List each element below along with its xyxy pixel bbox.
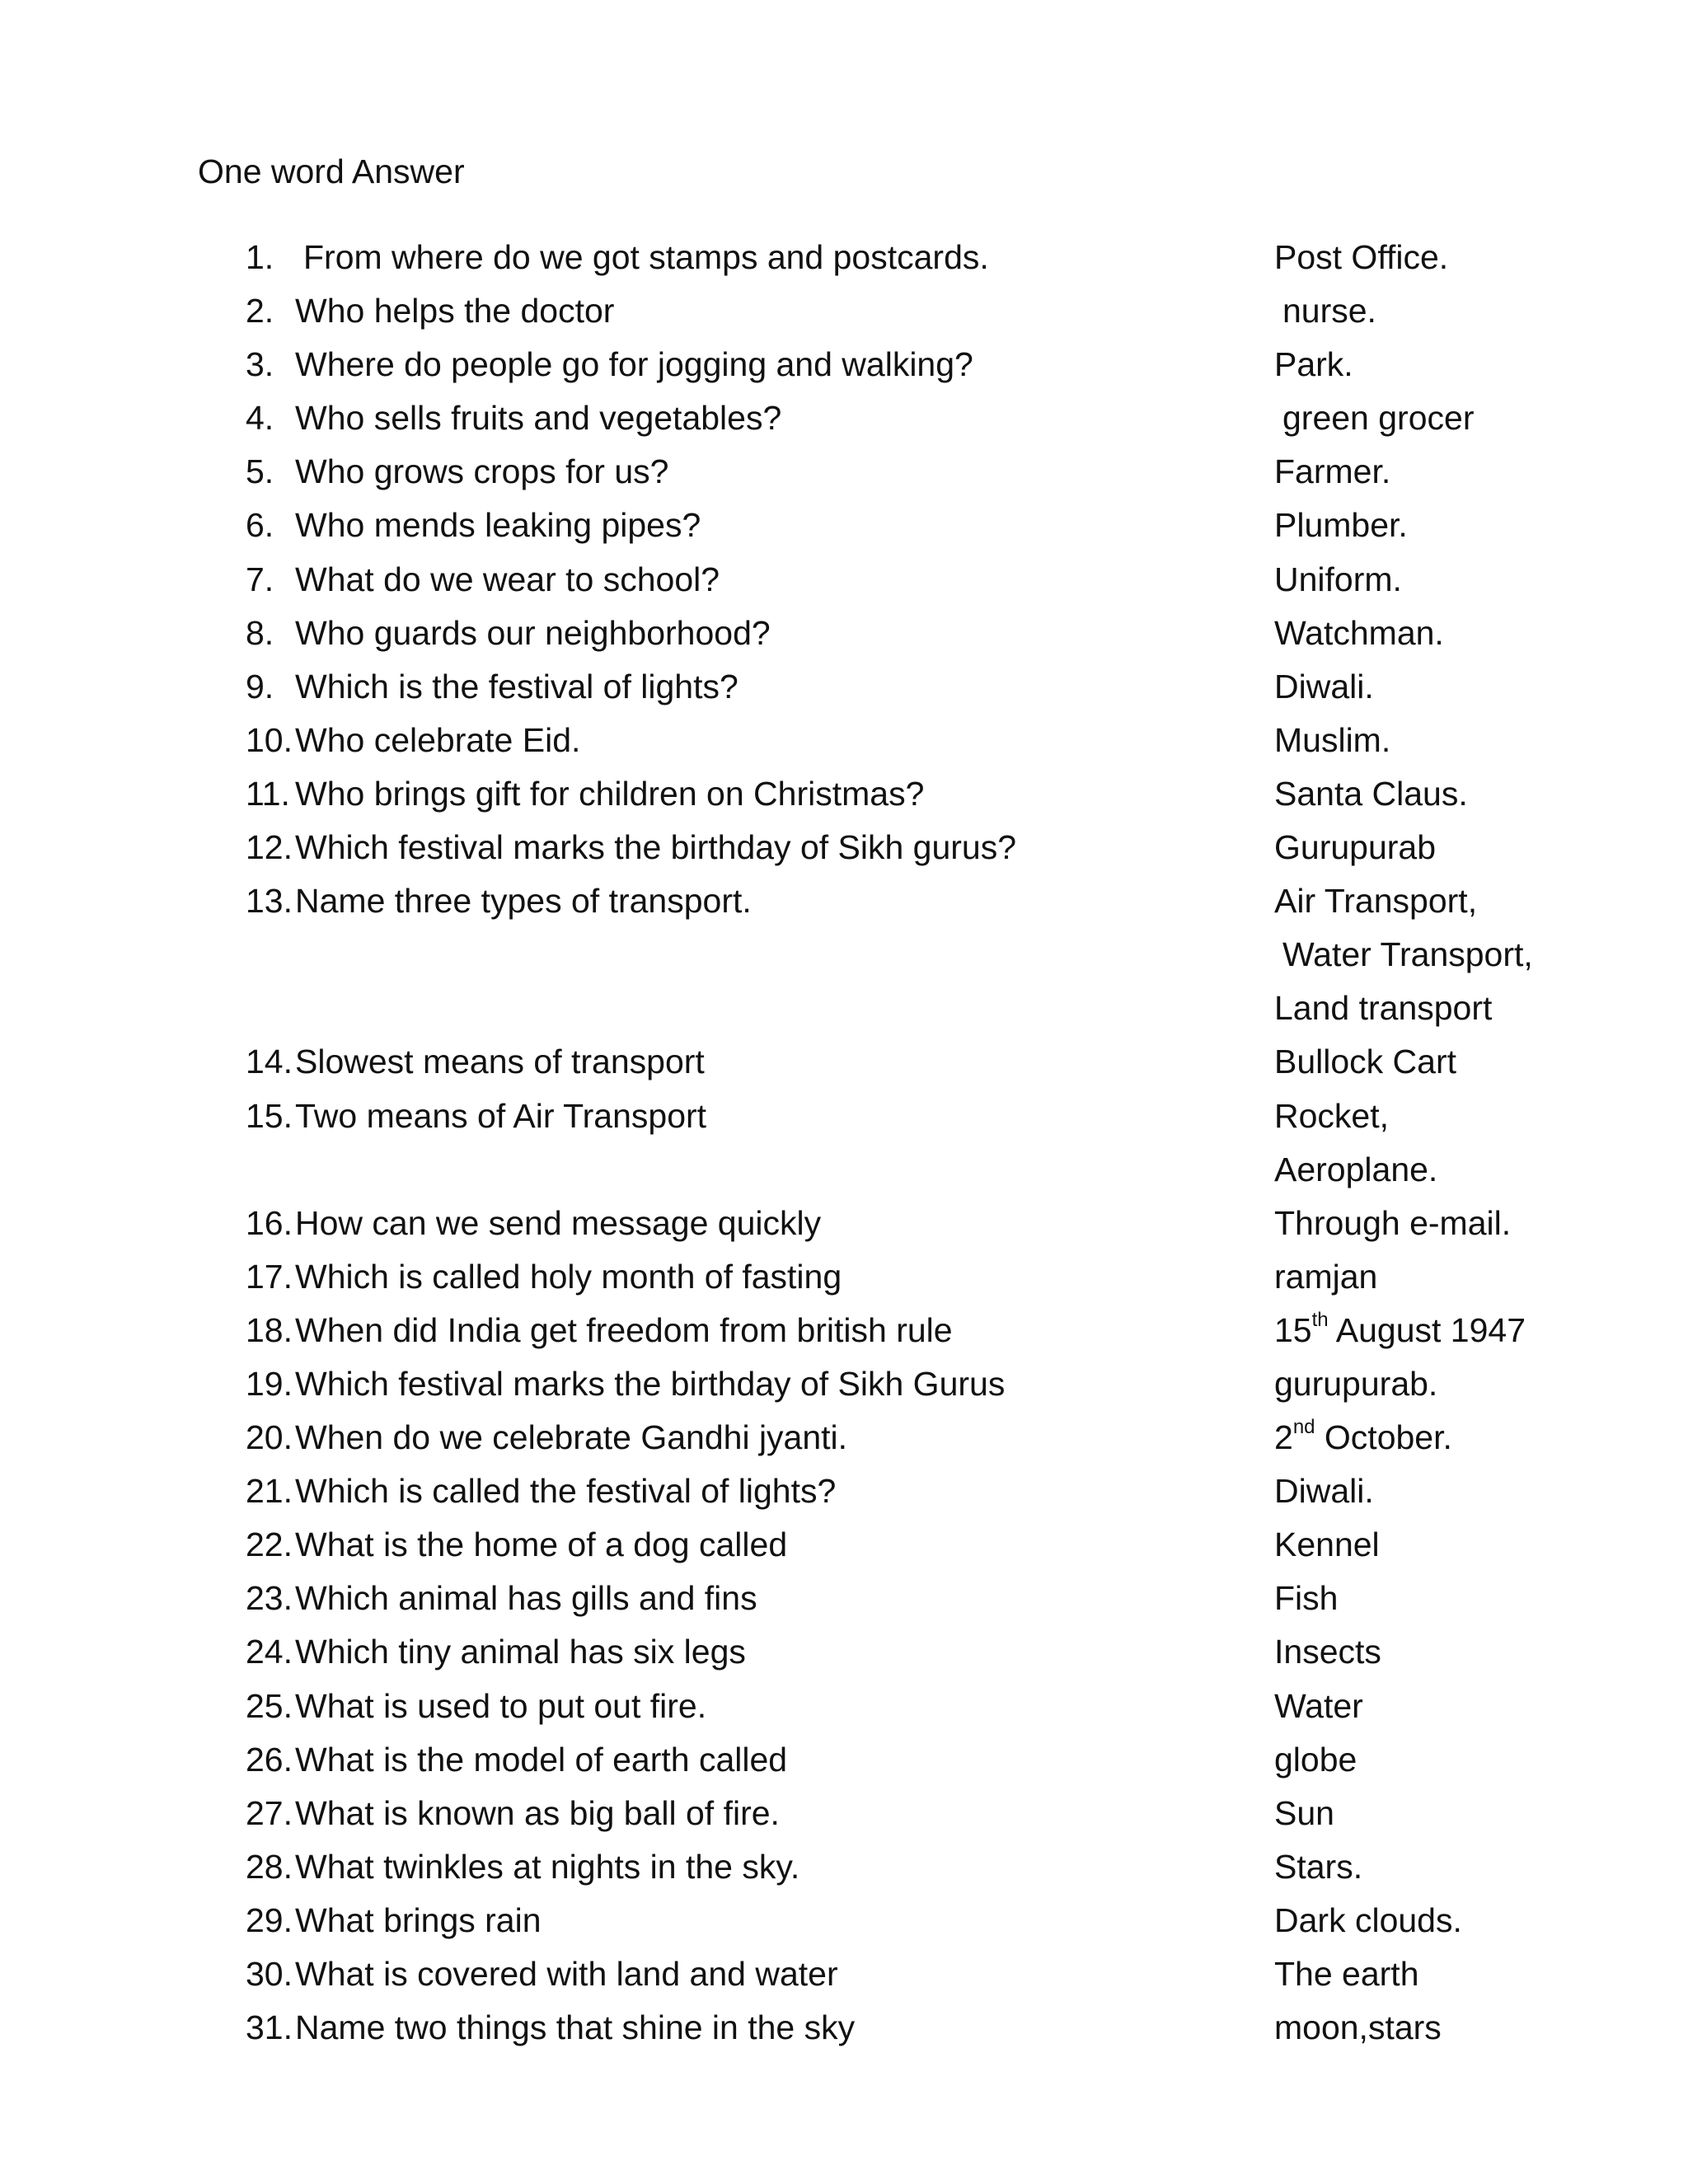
- question-row: [0, 1197, 1688, 1250]
- question-answer-list: [0, 231, 1688, 2055]
- question-row: [0, 1035, 1688, 1089]
- question-text: Who grows crops for us?: [295, 452, 669, 491]
- question-number: 27.: [246, 1793, 293, 1832]
- question-number: 2.: [246, 292, 274, 330]
- answer-text: Bullock Cart: [1274, 1043, 1457, 1081]
- question-text: Which festival marks the birthday of Sikh gurus?: [295, 828, 1017, 867]
- question-text: Who guards our neighborhood?: [295, 613, 771, 652]
- answer-rest: August 1947: [1328, 1310, 1526, 1349]
- question-row: [0, 1680, 1688, 1733]
- answer-text: nurse.: [1282, 292, 1376, 330]
- question-row: [0, 767, 1688, 821]
- question-row: [0, 1572, 1688, 1625]
- answer-continuation-row: [0, 928, 1688, 982]
- answer-text: Santa Claus.: [1274, 774, 1468, 813]
- question-text: Which animal has gills and fins: [295, 1579, 757, 1618]
- question-number: 6.: [246, 506, 274, 545]
- question-text: Who sells fruits and vegetables?: [295, 399, 782, 438]
- answer-text: Park.: [1274, 345, 1353, 384]
- answer-text: Dark clouds.: [1274, 1900, 1462, 1939]
- answer-text: [1274, 1304, 1526, 1357]
- question-row: [0, 821, 1688, 874]
- question-row: [0, 607, 1688, 660]
- question-row: [0, 1894, 1688, 1947]
- answer-text: Kennel: [1274, 1526, 1380, 1564]
- question-row: [0, 1411, 1688, 1465]
- answer-text: Stars.: [1274, 1847, 1363, 1886]
- question-number: 7.: [246, 560, 274, 598]
- question-row: [0, 338, 1688, 391]
- question-text: Which is called the festival of lights?: [295, 1472, 837, 1511]
- answer-base: 15: [1274, 1310, 1312, 1349]
- answer-text: The earth: [1274, 1955, 1419, 1993]
- question-number: 21.: [246, 1472, 293, 1511]
- answer-text: Fish: [1274, 1579, 1339, 1618]
- question-row: [0, 1625, 1688, 1679]
- question-text: What is known as big ball of fire.: [295, 1793, 780, 1832]
- question-number: 5.: [246, 452, 274, 491]
- answer-text: Farmer.: [1274, 452, 1391, 491]
- question-text: What twinkles at nights in the sky.: [295, 1847, 800, 1886]
- question-row: [0, 445, 1688, 499]
- question-number: 17.: [246, 1257, 293, 1296]
- question-row: [0, 1304, 1688, 1357]
- answer-text: green grocer: [1282, 399, 1475, 438]
- question-number: 24.: [246, 1633, 293, 1671]
- question-number: 30.: [246, 1955, 293, 1993]
- question-row: [0, 1357, 1688, 1411]
- answer-text: Diwali.: [1274, 1472, 1374, 1511]
- question-row: [0, 874, 1688, 928]
- question-number: 23.: [246, 1579, 293, 1618]
- answer-text: Gurupurab: [1274, 828, 1437, 867]
- question-number: 9.: [246, 667, 274, 705]
- question-row: [0, 1518, 1688, 1572]
- question-number: 26.: [246, 1740, 293, 1779]
- question-text: Who helps the doctor: [295, 292, 615, 330]
- question-text: When do we celebrate Gandhi jyanti.: [295, 1418, 848, 1457]
- question-text: Who brings gift for children on Christmas?: [295, 774, 925, 813]
- answer-text: Water: [1274, 1686, 1363, 1725]
- answer-base: 2: [1274, 1418, 1293, 1457]
- answer-text: moon,stars: [1274, 2008, 1442, 2047]
- question-text: Name two things that shine in the sky: [295, 2008, 856, 2047]
- question-text: Which festival marks the birthday of Sikh Gurus: [295, 1364, 1006, 1403]
- question-text: What is the home of a dog called: [295, 1526, 788, 1564]
- answer-text: globe: [1274, 1740, 1357, 1779]
- question-row: [0, 1947, 1688, 2001]
- question-text: What is used to put out fire.: [295, 1686, 707, 1725]
- question-text: What is the model of earth called: [295, 1740, 788, 1779]
- question-text: When did India get freedom from british rule: [295, 1310, 953, 1349]
- question-row: [0, 1250, 1688, 1304]
- question-number: 1.: [246, 238, 274, 276]
- answer-text: Water Transport,: [1282, 935, 1533, 974]
- page-title: One word Answer: [198, 152, 465, 190]
- question-text: Who mends leaking pipes?: [295, 506, 701, 545]
- question-text: Where do people go for jogging and walking?: [295, 345, 973, 384]
- question-number: 12.: [246, 828, 293, 867]
- question-text: What is covered with land and water: [295, 1955, 838, 1993]
- question-number: 19.: [246, 1364, 293, 1403]
- answer-text: Post Office.: [1274, 238, 1449, 276]
- answer-text: Aeroplane.: [1274, 1150, 1438, 1188]
- question-number: 3.: [246, 345, 274, 384]
- question-number: 31.: [246, 2008, 293, 2047]
- question-row: [0, 660, 1688, 714]
- question-row: [0, 1840, 1688, 1894]
- answer-continuation-row: [0, 982, 1688, 1035]
- question-row: [0, 499, 1688, 552]
- answer-superscript: nd: [1292, 1416, 1315, 1439]
- question-number: 18.: [246, 1310, 293, 1349]
- answer-text: Rocket,: [1274, 1096, 1389, 1135]
- question-text: Which is the festival of lights?: [295, 667, 738, 705]
- question-row: [0, 1787, 1688, 1840]
- answer-text: Muslim.: [1274, 720, 1391, 759]
- answer-text: Watchman.: [1274, 613, 1444, 652]
- question-text: Name three types of transport.: [295, 882, 752, 921]
- answer-text: gurupurab.: [1274, 1364, 1438, 1403]
- question-number: 15.: [246, 1096, 293, 1135]
- question-number: 11.: [246, 774, 290, 813]
- answer-text: Diwali.: [1274, 667, 1374, 705]
- answer-text: Through e-mail.: [1274, 1203, 1512, 1242]
- question-row: [0, 1465, 1688, 1518]
- question-row: [0, 2001, 1688, 2055]
- question-text: What brings rain: [295, 1900, 542, 1939]
- question-number: 28.: [246, 1847, 293, 1886]
- question-number: 4.: [246, 399, 274, 438]
- question-number: 10.: [246, 720, 293, 759]
- answer-rest: October.: [1315, 1418, 1452, 1457]
- answer-text: Uniform.: [1274, 560, 1402, 598]
- answer-text: Air Transport,: [1274, 882, 1478, 921]
- answer-text: [1274, 1411, 1452, 1465]
- question-row: [0, 714, 1688, 767]
- question-number: 14.: [246, 1043, 293, 1081]
- question-row: [0, 284, 1688, 338]
- answer-continuation-row: [0, 1143, 1688, 1197]
- answer-text: Sun: [1274, 1793, 1334, 1832]
- question-text: Two means of Air Transport: [295, 1096, 707, 1135]
- answer-text: ramjan: [1274, 1257, 1378, 1296]
- question-row: [0, 1733, 1688, 1787]
- question-number: 16.: [246, 1203, 293, 1242]
- question-text: Which tiny animal has six legs: [295, 1633, 746, 1671]
- question-number: 25.: [246, 1686, 293, 1725]
- question-number: 22.: [246, 1526, 293, 1564]
- question-number: 20.: [246, 1418, 293, 1457]
- question-text: What do we wear to school?: [295, 560, 720, 598]
- answer-text: Insects: [1274, 1633, 1381, 1671]
- answer-superscript: th: [1311, 1309, 1329, 1332]
- question-row: [0, 1090, 1688, 1143]
- question-number: 13.: [246, 882, 293, 921]
- question-number: 29.: [246, 1900, 293, 1939]
- question-row: [0, 231, 1688, 284]
- question-number: 8.: [246, 613, 274, 652]
- question-text: How can we send message quickly: [295, 1203, 822, 1242]
- question-text: Who celebrate Eid.: [295, 720, 581, 759]
- answer-text: Plumber.: [1274, 506, 1408, 545]
- question-text: Slowest means of transport: [295, 1043, 705, 1081]
- question-row: [0, 391, 1688, 445]
- question-text: Which is called holy month of fasting: [295, 1257, 842, 1296]
- question-row: [0, 553, 1688, 607]
- question-text: From where do we got stamps and postcards.: [303, 238, 989, 276]
- answer-text: Land transport: [1274, 989, 1493, 1028]
